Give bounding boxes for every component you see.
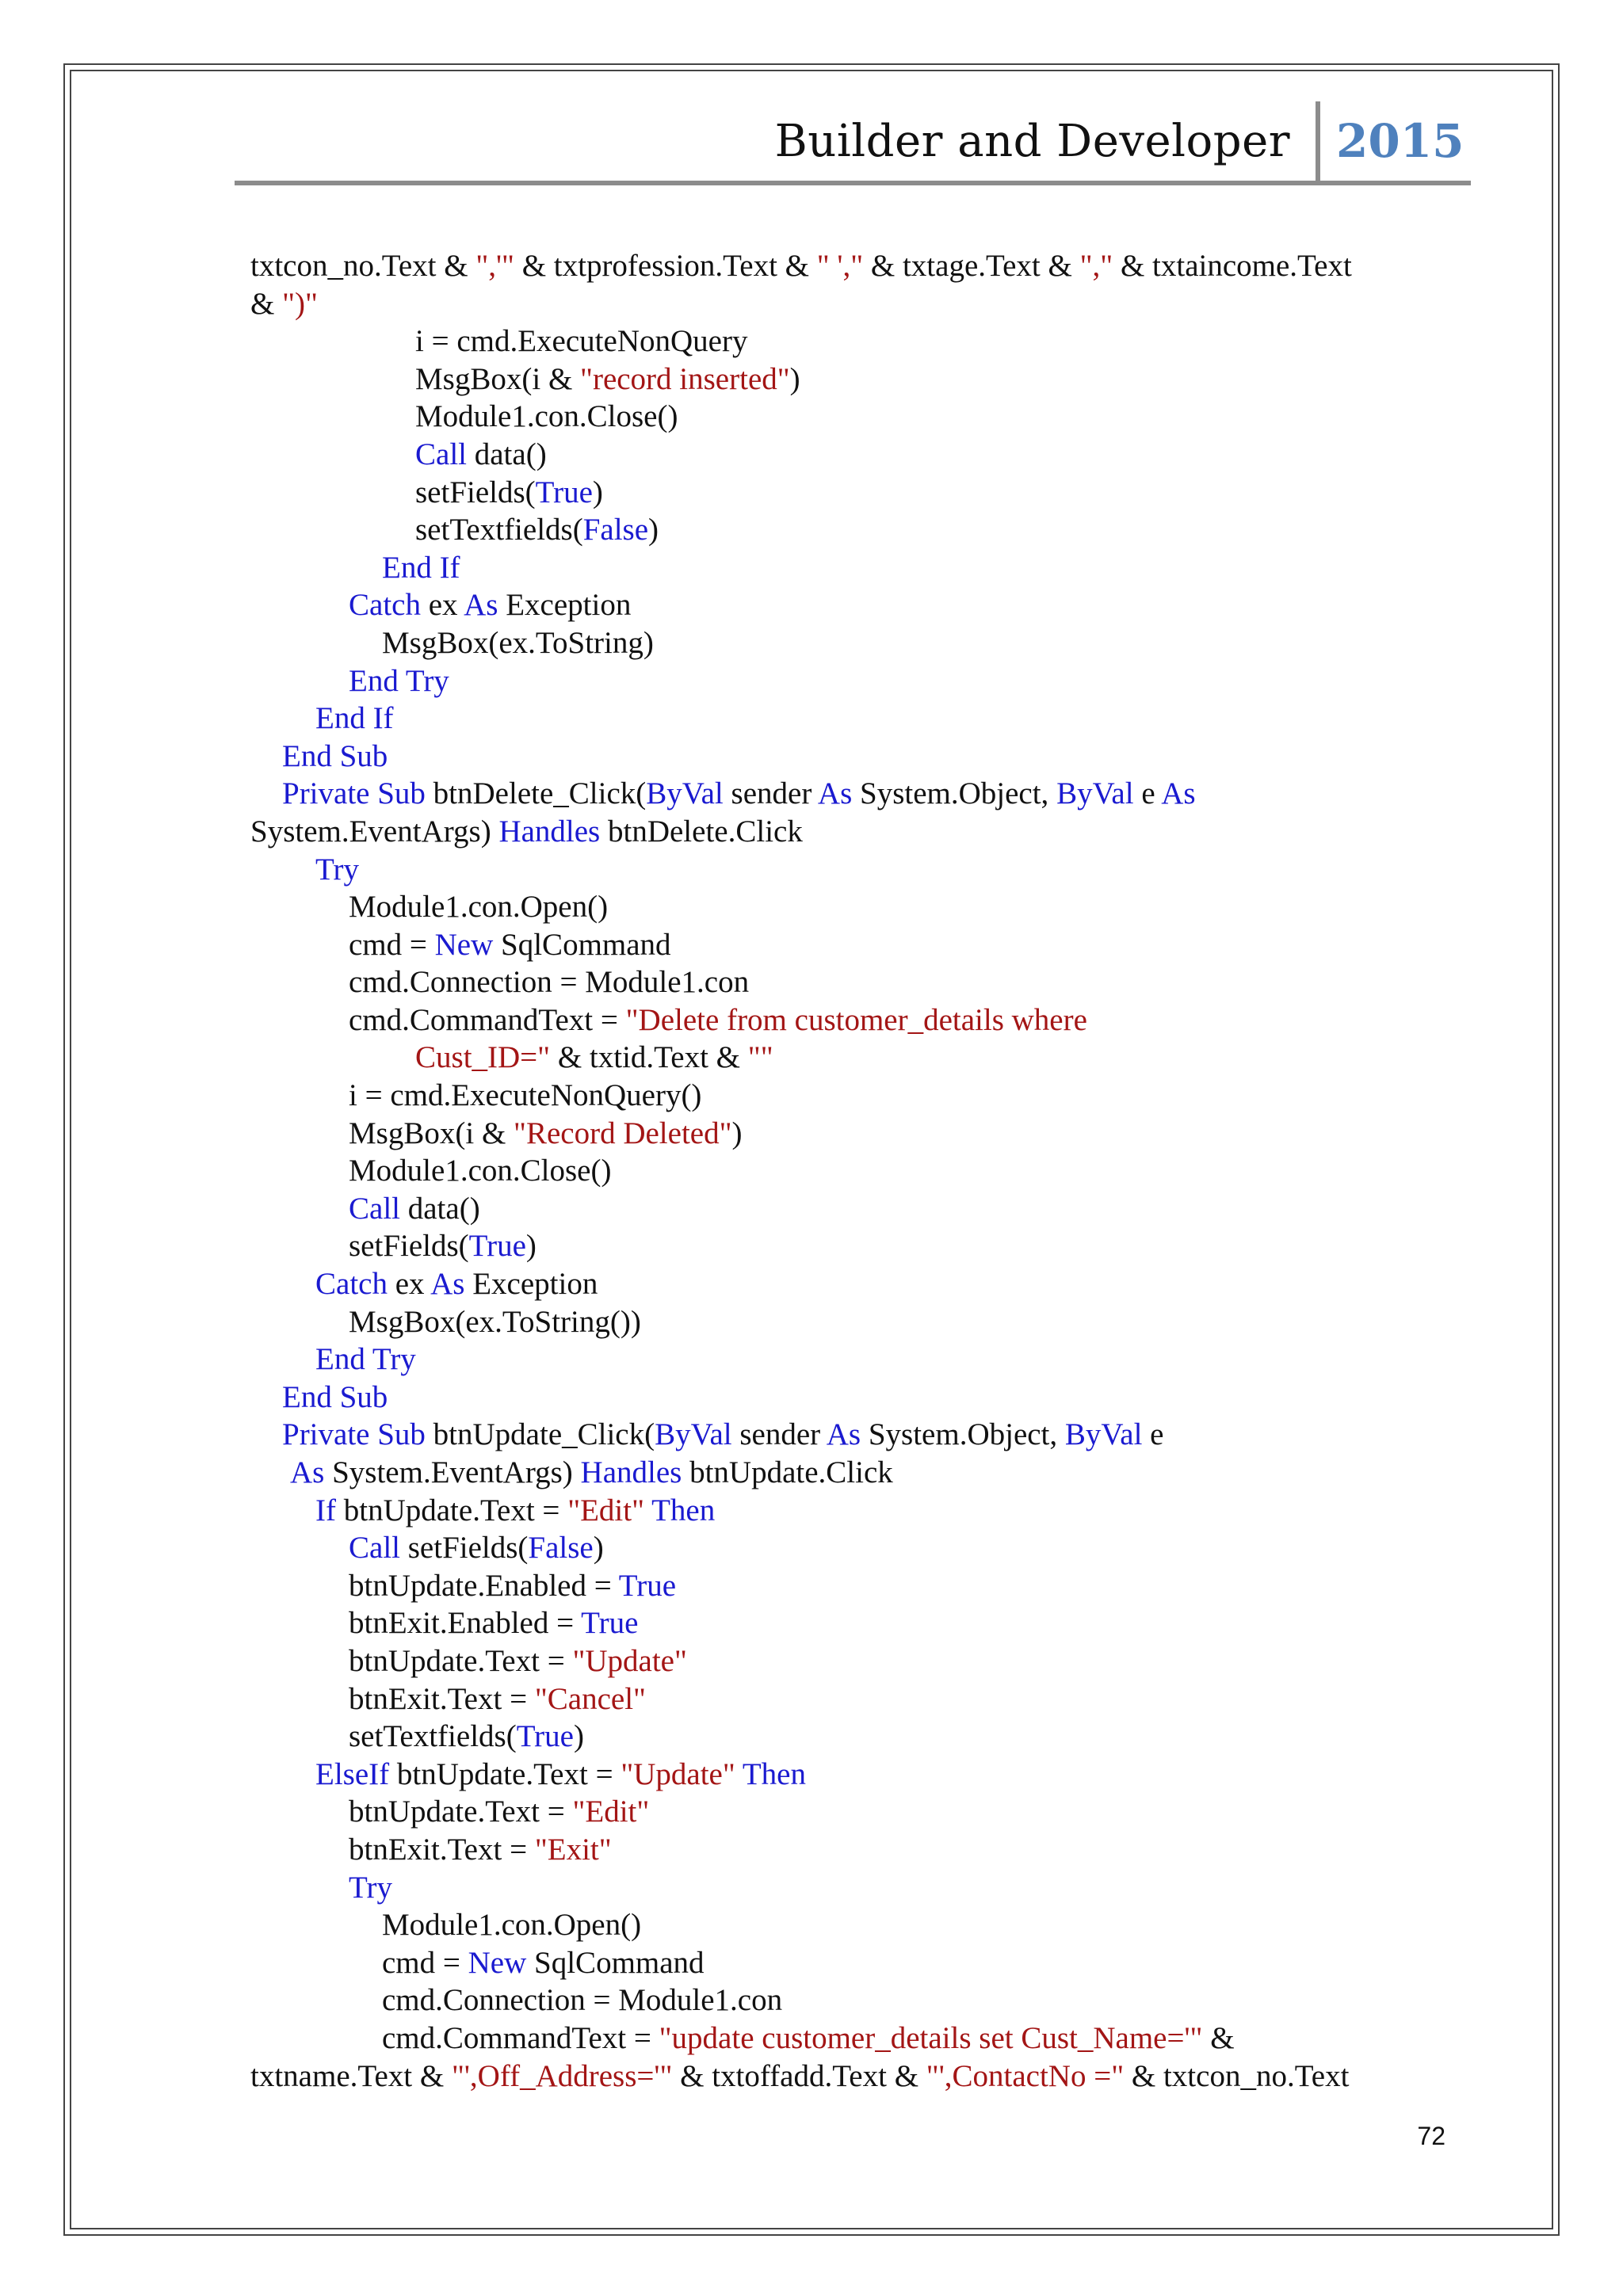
code-text: ) [789,361,800,396]
code-text: & [1202,2020,1235,2055]
code-text: & txtprofession.Text & [514,249,817,283]
code-text: SqlCommand [526,1945,705,1980]
code-text: i = cmd.ExecuteNonQuery() [349,1078,702,1113]
code-text: MsgBox(ex.ToString()) [349,1304,641,1339]
code-text: System.EventArgs) [250,814,499,849]
code-keyword: Then [651,1493,716,1527]
code-keyword: ByVal [655,1417,732,1452]
page-header [235,101,1471,187]
code-line [250,1680,1455,1718]
code-keyword: As [290,1455,325,1489]
code-line [250,738,1455,776]
code-string: "Update" [621,1756,735,1791]
code-line [250,1642,1455,1680]
code-text: btnDelete.Click [600,814,803,849]
code-keyword: True [516,1719,574,1754]
code-string: ")" [282,286,318,321]
code-text: setTextfields( [349,1719,517,1754]
code-keyword: True [468,1229,526,1264]
code-text: Module1.con.Close() [415,399,678,434]
code-keyword: ElseIf [315,1756,390,1791]
code-keyword: End Try [315,1342,416,1377]
code-line [250,1454,1455,1492]
code-text: Exception [464,1267,598,1302]
code-string: "Record Deleted" [514,1116,732,1150]
code-text: data() [400,1191,480,1226]
code-keyword: As [464,588,498,623]
code-line [250,813,1455,851]
code-string: "',ContactNo =" [926,2058,1125,2093]
code-keyword: Call [349,1531,400,1566]
code-text: txtname.Text & [250,2058,452,2093]
code-keyword: New [468,1945,527,1980]
code-text: btnUpdate.Enabled = [349,1568,619,1603]
code-line [250,1831,1455,1869]
code-line [250,775,1455,813]
code-line [250,1077,1455,1115]
code-keyword: Catch [349,588,421,623]
code-string: "Delete from customer_details where [625,1002,1087,1037]
code-line [250,662,1455,700]
code-string: "record inserted" [580,361,790,396]
code-keyword: As [817,776,853,811]
code-line [250,1152,1455,1190]
code-line [250,436,1455,474]
code-line [250,586,1455,624]
code-text: btnExit.Enabled = [349,1606,582,1641]
code-text: Module1.con.Open() [349,890,609,925]
code-text: & [250,286,283,321]
code-keyword: True [535,475,593,509]
code-text: System.Object, [852,776,1057,811]
header-title: Builder and Developer [774,116,1290,167]
code-keyword: Handles [498,814,601,849]
code-line [250,963,1455,1001]
code-line [250,1001,1455,1039]
code-keyword: As [826,1417,861,1452]
code-text: sender [731,1417,827,1452]
code-keyword: Try [349,1870,392,1905]
code-text: & txtage.Text & [863,249,1080,283]
code-keyword: End Sub [282,1379,388,1414]
code-line [250,926,1455,964]
code-string: ",'" [475,249,514,283]
code-string: "" [747,1040,773,1075]
code-text: ) [731,1116,743,1150]
code-text: btnDelete_Click( [425,776,647,811]
code-text: cmd = [382,1945,468,1980]
code-line [250,322,1455,360]
code-keyword: ByVal [646,776,724,811]
code-text: & txtaincome.Text [1113,249,1352,283]
code-text: setTextfields( [415,513,583,547]
code-text: btnUpdate.Text = [349,1643,573,1678]
code-keyword: New [434,927,494,962]
code-line [250,1341,1455,1379]
code-text: & txtoffadd.Text & [672,2058,926,2093]
code-keyword: End Sub [282,738,388,773]
code-line [250,1756,1455,1794]
header-divider [1316,101,1320,184]
code-line [250,1227,1455,1265]
code-line [250,1981,1455,2019]
code-text: ) [592,475,603,509]
code-line [250,398,1455,436]
code-line [250,1265,1455,1303]
code-line [250,1379,1455,1417]
code-text: setFields( [349,1229,469,1264]
code-text [735,1757,743,1791]
code-keyword: Try [315,852,359,887]
code-text: btnUpdate.Click [682,1455,893,1489]
code-keyword: True [581,1606,639,1641]
code-text: e [1133,776,1162,811]
code-keyword: Catch [315,1267,388,1302]
code-text: System.EventArgs) [324,1455,581,1489]
code-string: "Exit" [534,1832,612,1867]
code-text: ) [593,1531,604,1566]
code-string: "," [1079,249,1113,283]
code-text: SqlCommand [493,927,671,962]
code-line [250,247,1455,285]
code-text: setFields( [415,475,536,509]
code-text: MsgBox(i & [415,361,581,396]
code-text: setFields( [400,1531,529,1566]
code-keyword: End If [382,550,460,585]
code-text: MsgBox(ex.ToString) [382,625,654,660]
code-line [250,549,1455,587]
code-text: txtcon_no.Text & [250,249,476,283]
code-text: cmd.CommandText = [349,1002,626,1037]
code-text: btnUpdate.Text = [335,1493,568,1527]
code-text: & txtcon_no.Text [1124,2058,1350,2093]
code-text: btnUpdate_Click( [425,1417,655,1452]
code-line [250,511,1455,549]
code-text: data() [467,437,547,471]
code-text: btnExit.Text = [349,1681,535,1716]
code-string: "Edit" [567,1493,645,1527]
code-keyword: ByVal [1056,776,1134,811]
code-line [250,1303,1455,1341]
code-text: cmd.CommandText = [382,2020,659,2055]
code-text: Module1.con.Close() [349,1154,612,1188]
code-text: Module1.con.Open() [382,1908,642,1943]
code-line [250,851,1455,889]
code-line [250,1718,1455,1756]
code-line [250,888,1455,926]
code-text: & txtid.Text & [550,1040,748,1075]
code-line [250,1906,1455,1944]
code-text: btnUpdate.Text = [349,1794,573,1829]
code-text: System.Object, [861,1417,1065,1452]
code-keyword: End If [315,701,394,736]
code-line [250,1567,1455,1605]
code-keyword: True [618,1568,677,1603]
code-line [250,2058,1455,2096]
code-keyword: False [582,513,649,547]
code-text: cmd.Connection = Module1.con [382,1983,783,2018]
code-keyword: ByVal [1064,1417,1143,1452]
header-year: 2015 [1336,114,1465,168]
header-rule [235,181,1471,185]
code-line [250,624,1455,662]
code-line [250,1793,1455,1831]
code-keyword: Call [349,1191,400,1226]
code-text: Exception [498,588,632,623]
code-string: "Update" [572,1643,687,1678]
code-text [644,1493,651,1527]
code-string: "Edit" [572,1794,650,1829]
code-line [250,1416,1455,1454]
code-line [250,2019,1455,2058]
code-text: i = cmd.ExecuteNonQuery [415,324,748,359]
code-text: e [1142,1417,1164,1452]
code-line [250,474,1455,512]
code-line [250,360,1455,399]
code-keyword: As [1161,776,1196,811]
code-line [250,1529,1455,1567]
code-text: btnUpdate.Text = [389,1756,621,1791]
code-line [250,1039,1455,1077]
code-line [250,700,1455,738]
code-text: sender [723,776,818,811]
code-line [250,1190,1455,1228]
code-keyword: False [528,1531,594,1566]
code-line [250,1492,1455,1530]
code-string: "',Off_Address='" [451,2058,673,2093]
code-keyword: End Try [349,663,449,698]
code-keyword: Then [742,1756,806,1791]
code-text: cmd.Connection = Module1.con [349,965,750,1000]
code-text: ) [525,1229,537,1264]
code-keyword: Private Sub [282,1417,426,1452]
code-keyword: Private Sub [282,776,426,811]
code-text: MsgBox(i & [349,1116,514,1150]
code-listing [250,247,1455,2095]
code-string: Cust_ID=" [415,1040,551,1075]
code-text: btnExit.Text = [349,1832,535,1867]
code-keyword: Call [415,437,467,471]
code-line [250,285,1455,323]
code-line [250,1604,1455,1642]
code-text: cmd = [349,927,435,962]
code-text: ex [387,1267,431,1302]
code-line [250,1115,1455,1153]
page-number: 72 [1417,2122,1445,2150]
code-keyword: As [430,1267,465,1302]
code-text: ) [648,513,659,547]
code-text: ) [573,1719,584,1754]
code-keyword: Handles [580,1455,682,1489]
code-string: " '," [816,249,864,283]
code-line [250,1944,1455,1982]
code-keyword: If [315,1493,336,1527]
code-string: "Cancel" [534,1681,646,1716]
code-line [250,1869,1455,1907]
code-string: "update customer_details set Cust_Name='" [659,2020,1203,2055]
code-text: ex [420,588,464,623]
